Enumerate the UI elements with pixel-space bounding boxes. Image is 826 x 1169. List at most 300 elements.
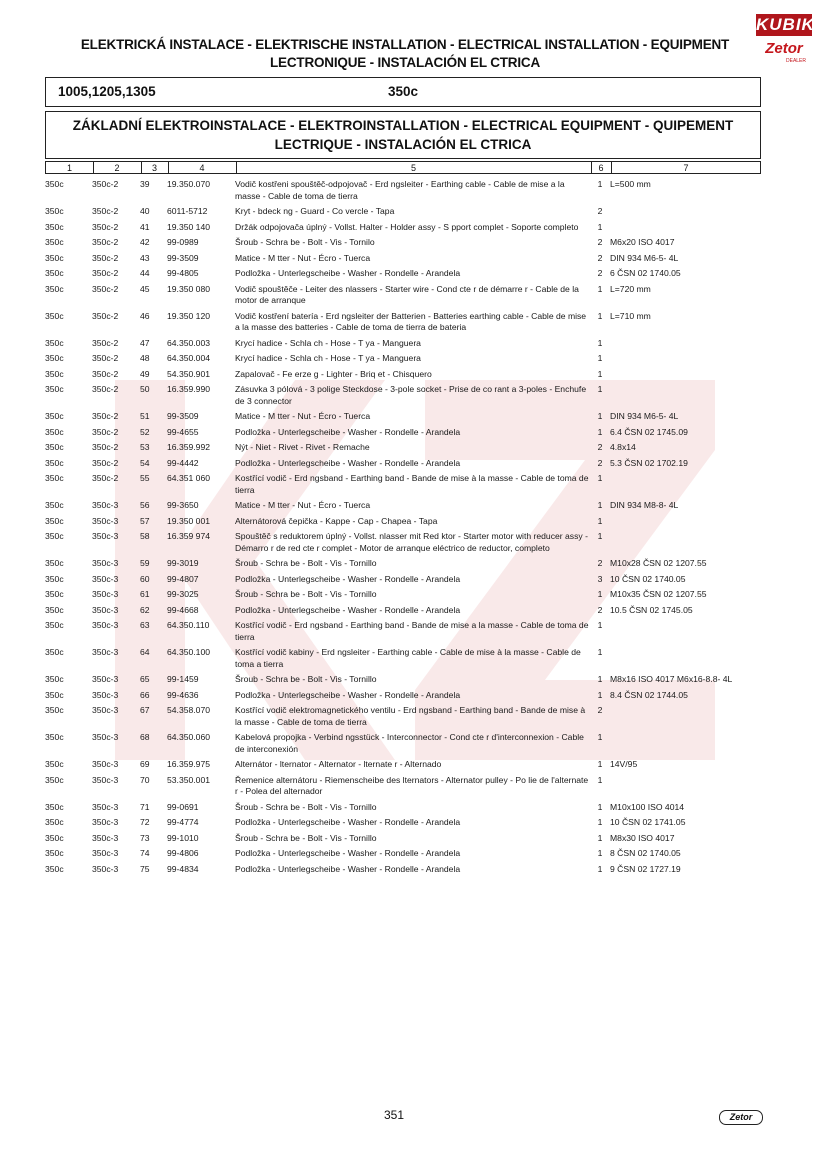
col-part-number: 99-3509 <box>167 252 199 263</box>
col-quantity: 1 <box>597 647 603 657</box>
title-line-2: LECTRONIQUE - INSTALACIÓN EL CTRICA <box>270 55 540 70</box>
col-position: 53 <box>140 442 150 452</box>
col-position: 73 <box>140 832 150 843</box>
col-description: Podložka - Unterlegscheibe - Washer - Rondelle - Arandela <box>235 863 461 874</box>
table-row <box>45 604 761 620</box>
col-group: 350c-3 <box>92 647 119 657</box>
col-quantity: 2 <box>597 457 603 468</box>
col-description: Kostřící vodič - Erd ngsband - Earthing band - Bande de mise à la masse - Cable de toma de tierra <box>235 473 589 495</box>
col-group: 350c-2 <box>92 237 119 247</box>
col-part-number: 99-0989 <box>167 237 199 247</box>
col-description: Šroub - Schra be - Bolt - Vis - Tornillo <box>235 589 377 599</box>
parts-table <box>45 178 761 878</box>
col-quantity: 2 <box>597 206 603 216</box>
col-description: Spouštěč s reduktorem úplný - Vollst. nlasser mit Red ktor - Starter motor with reducer assy - Démarro r de red cte r complet - Motor de arranque eléctrico de reductor, completo <box>235 531 588 553</box>
col-model: 350c <box>45 283 64 294</box>
col-model: 350c <box>45 221 64 232</box>
col-position: 39 <box>140 179 150 189</box>
col-description: Vodič kostření batería - Erd ngsleiter der Batterien - Batteries earthing cable - Cable de mise a la masse des batteries - Cable de toma de tierra de bateria <box>235 310 587 332</box>
col-model: 350c <box>45 558 64 568</box>
col-part-number: 19.350 080 <box>167 283 211 294</box>
col-note <box>610 472 761 499</box>
col-quantity: 2 <box>597 558 603 568</box>
table-row <box>45 515 761 531</box>
col-quantity: 1 <box>597 774 603 785</box>
col-part-number: 99-4807 <box>167 573 199 584</box>
col-position: 42 <box>140 237 150 247</box>
table-row <box>45 410 761 426</box>
col-description: Řemenice alternátoru - Riemenscheibe des lternators - Alternator pulley - Po lie de l'alternate r - Polea del alternador <box>235 774 589 796</box>
col-model: 350c <box>45 473 64 483</box>
col-description: Alternátor - lternator - Alternator - lternate r - Alternado <box>235 759 442 769</box>
table-row <box>45 441 761 457</box>
col-position: 62 <box>140 604 150 615</box>
col-quantity: 1 <box>597 283 603 294</box>
col-part-number: 99-3025 <box>167 589 199 599</box>
col-part-number: 16.359 974 <box>167 531 211 541</box>
table-row <box>45 178 761 205</box>
col-part-number: 16.359.992 <box>167 442 211 452</box>
col-group: 350c-2 <box>92 221 119 232</box>
col-note <box>610 205 761 221</box>
col-part-number: 99-4636 <box>167 689 199 700</box>
col-position: 50 <box>140 384 150 394</box>
col-part-number: 99-4774 <box>167 817 199 827</box>
col-note: M8x30 ISO 4017 <box>610 832 675 843</box>
col-quantity: 2 <box>597 237 603 247</box>
col-position: 56 <box>140 500 150 510</box>
col-model: 350c <box>45 411 64 421</box>
col-position: 49 <box>140 368 150 379</box>
col-group: 350c-2 <box>92 411 119 421</box>
col-position: 43 <box>140 252 150 263</box>
column-header-1: 1 <box>66 163 72 173</box>
col-group: 350c-2 <box>92 473 119 483</box>
col-description: Vodič spouštěče - Leiter des nlassers - Starter wire - Cond cte r de démarre r - Cable de la motor de arranque <box>235 283 579 305</box>
col-model: 350c <box>45 500 64 510</box>
col-group: 350c-2 <box>92 268 119 278</box>
section-title-line-1: ZÁKLADNÍ ELEKTROINSTALACE - ELEKTROINSTALLATION - ELECTRICAL EQUIPMENT - QUIPEMENT <box>72 118 734 133</box>
col-group: 350c-3 <box>92 604 119 615</box>
col-note: DIN 934 M8-8- 4L <box>610 500 679 510</box>
col-quantity: 1 <box>597 620 603 630</box>
col-quantity: 3 <box>597 573 603 584</box>
col-note <box>610 337 761 353</box>
col-part-number: 64.350.100 <box>167 647 211 657</box>
col-group: 350c-2 <box>92 310 119 321</box>
column-header-3: 3 <box>151 163 157 173</box>
col-part-number: 99-4805 <box>167 268 199 278</box>
col-model: 350c <box>45 817 64 827</box>
col-note <box>610 221 761 237</box>
col-group: 350c-3 <box>92 531 119 541</box>
col-quantity: 1 <box>597 310 603 321</box>
col-group: 350c-2 <box>92 206 119 216</box>
col-part-number: 6011-5712 <box>167 206 208 216</box>
col-note: 6.4 ČSN 02 1745.09 <box>610 426 688 437</box>
col-note <box>610 352 761 368</box>
col-description: Šroub - Schra be - Bolt - Vis - Tornillo <box>235 801 377 812</box>
col-quantity: 1 <box>597 353 603 363</box>
title-line-1: ELEKTRICKÁ INSTALACE - ELEKTRISCHE INSTALLATION - ELECTRICAL INSTALLATION - EQUIPMENT <box>80 37 730 52</box>
col-description: Podložka - Unterlegscheibe - Washer - Rondelle - Arandela <box>235 604 461 615</box>
col-note: M8x16 ISO 4017 M6x16-8.8- 4L <box>610 674 733 684</box>
col-position: 59 <box>140 558 150 568</box>
col-model: 350c <box>45 732 64 742</box>
col-part-number: 99-1010 <box>167 832 199 843</box>
column-header-row <box>45 161 761 174</box>
col-group: 350c-3 <box>92 832 119 843</box>
col-part-number: 54.358.070 <box>167 705 211 715</box>
col-group: 350c-3 <box>92 589 119 599</box>
col-part-number: 99-3650 <box>167 500 199 510</box>
col-quantity: 1 <box>597 384 603 394</box>
col-position: 57 <box>140 515 150 526</box>
kubik-zetor-logo <box>756 14 815 64</box>
table-row <box>45 731 761 758</box>
col-quantity: 1 <box>597 759 603 769</box>
col-model: 350c <box>45 832 64 843</box>
page-number: 351 <box>384 1108 405 1122</box>
col-quantity: 1 <box>597 473 603 483</box>
table-row <box>45 221 761 237</box>
section-title <box>45 111 761 159</box>
col-part-number: 64.350.110 <box>167 620 210 630</box>
col-position: 51 <box>140 411 150 421</box>
col-position: 68 <box>140 732 150 742</box>
col-quantity: 1 <box>597 863 603 874</box>
col-description: Kostřící vodič - Erd ngsband - Earthing band - Bande de mise a la masse - Cable de toma de tierra <box>235 620 589 642</box>
col-group: 350c-2 <box>92 337 119 348</box>
col-description: Alternátorová čepička - Kappe - Cap - Chapea - Tapa <box>235 515 438 526</box>
col-position: 67 <box>140 705 150 715</box>
col-note: 14V/95 <box>610 759 638 769</box>
col-position: 71 <box>140 801 150 812</box>
document-title <box>40 36 770 72</box>
table-row <box>45 472 761 499</box>
col-description: Šroub - Schra be - Bolt - Vis - Tornillo <box>235 558 377 568</box>
col-model: 350c <box>45 515 64 526</box>
col-group: 350c-3 <box>92 689 119 700</box>
model-list: 1005,1205,1305 <box>58 84 156 99</box>
col-part-number: 16.359.975 <box>167 759 211 769</box>
col-position: 54 <box>140 457 150 468</box>
col-group: 350c-2 <box>92 353 119 363</box>
col-model: 350c <box>45 589 64 599</box>
table-row <box>45 426 761 442</box>
col-quantity: 1 <box>597 179 603 189</box>
col-model: 350c <box>45 442 64 452</box>
col-model: 350c <box>45 268 64 278</box>
table-row <box>45 557 761 573</box>
col-note <box>610 530 761 557</box>
col-description: Šroub - Schra be - Bolt - Vis - Tornilo <box>235 237 375 247</box>
col-model: 350c <box>45 620 64 630</box>
col-part-number: 99-0691 <box>167 801 199 812</box>
col-description: Zapalovač - Fe erze g - Lighter - Briq et - Chisquero <box>235 368 432 379</box>
col-group: 350c-2 <box>92 179 119 189</box>
col-part-number: 64.350.003 <box>167 337 211 348</box>
col-description: Šroub - Schra be - Bolt - Vis - Tornillo <box>235 832 377 843</box>
col-note: 10.5 ČSN 02 1745.05 <box>610 604 693 615</box>
column-header-4: 4 <box>199 163 205 173</box>
col-note: M10x100 ISO 4014 <box>610 801 685 812</box>
col-quantity: 1 <box>597 689 603 700</box>
col-part-number: 54.350.901 <box>167 368 211 379</box>
col-quantity: 1 <box>597 832 603 843</box>
col-model: 350c <box>45 337 64 348</box>
col-group: 350c-3 <box>92 558 119 568</box>
col-part-number: 99-4668 <box>167 604 199 615</box>
table-row <box>45 499 761 515</box>
col-quantity: 1 <box>597 368 603 379</box>
col-position: 48 <box>140 353 150 363</box>
col-model: 350c <box>45 353 64 363</box>
col-note: L=500 mm <box>610 179 651 189</box>
col-model: 350c <box>45 801 64 812</box>
col-part-number: 99-3509 <box>167 411 199 421</box>
table-row <box>45 383 761 410</box>
col-description: Podložka - Unterlegscheibe - Washer - Rondelle - Arandela <box>235 426 461 437</box>
table-row <box>45 310 761 337</box>
table-row <box>45 673 761 689</box>
col-part-number: 64.350.060 <box>167 732 211 742</box>
logo-subtext: DEALER <box>786 58 807 64</box>
col-model: 350c <box>45 674 64 684</box>
col-model: 350c <box>45 384 64 394</box>
col-description: Vodič kostřeni spouštěč-odpojovač - Erd ngsleiter - Earthing cable - Cable de mise a la masse - Cable de toma de tierra <box>235 179 565 201</box>
col-description: Zásuvka 3 pólová - 3 polige Steckdose - 3-pole socket - Prise de co rant a 3-poles - Enchufe de 3 connector <box>235 384 587 406</box>
col-note <box>610 731 761 758</box>
col-model: 350c <box>45 759 64 769</box>
col-note: 5.3 ČSN 02 1702.19 <box>610 457 688 468</box>
col-note <box>610 368 761 384</box>
table-row <box>45 758 761 774</box>
col-note: 9 ČSN 02 1727.19 <box>610 863 681 874</box>
col-note: 10 ČSN 02 1741.05 <box>610 817 686 827</box>
table-row <box>45 530 761 557</box>
table-row <box>45 801 761 817</box>
col-model: 350c <box>45 457 64 468</box>
col-description: Držák odpojovača úplný - Vollst. Halter - Holder assy - S pport complet - Soporte completo <box>235 221 579 232</box>
col-description: Nýt - Niet - Rivet - Rivet - Remache <box>235 442 370 452</box>
col-group: 350c-3 <box>92 674 119 684</box>
col-model: 350c <box>45 647 64 657</box>
col-group: 350c-2 <box>92 384 119 394</box>
column-header-6: 6 <box>598 163 604 173</box>
col-position: 40 <box>140 206 150 216</box>
col-note <box>610 646 761 673</box>
col-position: 52 <box>140 426 150 437</box>
col-part-number: 99-4442 <box>167 457 199 468</box>
col-part-number: 99-4655 <box>167 426 199 437</box>
col-position: 75 <box>140 863 150 874</box>
col-quantity: 1 <box>597 732 603 742</box>
table-row <box>45 774 761 801</box>
col-model: 350c <box>45 604 64 615</box>
col-quantity: 2 <box>597 705 603 715</box>
col-group: 350c-3 <box>92 515 119 526</box>
col-group: 350c-3 <box>92 732 119 742</box>
col-group: 350c-3 <box>92 500 119 510</box>
col-group: 350c-3 <box>92 620 119 630</box>
col-description: Podložka - Unterlegscheibe - Washer - Rondelle - Arandela <box>235 573 461 584</box>
col-note: 8 ČSN 02 1740.05 <box>610 848 681 858</box>
col-part-number: 53.350.001 <box>167 774 211 785</box>
col-description: Kabelová propojka - Verbind ngsstück - Interconnector - Cond cte r d'interconnexion - Cable de interconexión <box>235 732 584 754</box>
col-description: Kostřící vodič elektromagnetického ventilu - Erd ngsband - Earthing band - Bande de mise à la masse - Cable de toma de tierra <box>235 705 586 727</box>
col-description: Podložka - Unterlegscheibe - Washer - Rondelle - Arandela <box>235 689 461 700</box>
col-description: Krycí hadice - Schla ch - Hose - T ya - Manguera <box>235 337 421 348</box>
table-row <box>45 704 761 731</box>
col-quantity: 1 <box>597 337 603 348</box>
col-note: DIN 934 M6-5- 4L <box>610 411 679 421</box>
col-note <box>610 704 761 731</box>
col-description: Kryt - bdeck ng - Guard - Co vercle - Tapa <box>235 206 395 216</box>
col-note: DIN 934 M6-5- 4L <box>610 252 679 263</box>
col-quantity: 1 <box>597 221 603 232</box>
col-note: M6x20 ISO 4017 <box>610 237 675 247</box>
col-note <box>610 774 761 801</box>
col-position: 69 <box>140 759 150 769</box>
col-model: 350c <box>45 252 64 263</box>
col-note <box>610 515 761 531</box>
col-model: 350c <box>45 573 64 584</box>
col-model: 350c <box>45 426 64 437</box>
table-row <box>45 689 761 705</box>
col-model: 350c <box>45 368 64 379</box>
col-model: 350c <box>45 237 64 247</box>
col-model: 350c <box>45 206 64 216</box>
col-description: Podložka - Unterlegscheibe - Washer - Rondelle - Arandela <box>235 848 461 858</box>
col-group: 350c-2 <box>92 442 119 452</box>
col-model: 350c <box>45 179 64 189</box>
col-position: 61 <box>140 589 150 599</box>
table-row <box>45 847 761 863</box>
col-model: 350c <box>45 689 64 700</box>
col-position: 46 <box>140 310 150 321</box>
col-description: Kostřící vodič kabiny - Erd ngsleiter - Earthing cable - Cable de mise à la masse - Cable de toma a tierra <box>235 647 581 669</box>
col-quantity: 1 <box>597 848 603 858</box>
col-description: Podložka - Unterlegscheibe - Washer - Rondelle - Arandela <box>235 817 461 827</box>
table-row <box>45 863 761 879</box>
col-position: 64 <box>140 647 150 657</box>
col-note: M10x35 ČSN 02 1207.55 <box>610 589 707 599</box>
col-description: Šroub - Schra be - Bolt - Vis - Tornillo <box>235 674 377 684</box>
col-part-number: 99-1459 <box>167 674 199 684</box>
col-position: 60 <box>140 573 150 584</box>
col-model: 350c <box>45 848 64 858</box>
col-group: 350c-3 <box>92 817 119 827</box>
col-part-number: 19.350 140 <box>167 221 211 232</box>
col-group: 350c-2 <box>92 426 119 437</box>
col-part-number: 19.350.070 <box>167 179 211 189</box>
zetor-footer-logo: Zetor <box>719 1110 763 1125</box>
table-row <box>45 832 761 848</box>
col-description: Matice - M tter - Nut - Écro - Tuerca <box>235 252 371 263</box>
col-group: 350c-3 <box>92 774 119 785</box>
section-title-line-2: LECTRIQUE - INSTALACIÓN EL CTRICA <box>274 137 532 152</box>
table-row <box>45 368 761 384</box>
col-quantity: 1 <box>597 817 603 827</box>
col-part-number: 16.359.990 <box>167 384 211 394</box>
col-position: 66 <box>140 689 150 700</box>
col-part-number: 99-4806 <box>167 848 199 858</box>
col-model: 350c <box>45 531 64 541</box>
col-group: 350c-2 <box>92 283 119 294</box>
table-row <box>45 283 761 310</box>
column-header-5: 5 <box>410 163 416 173</box>
col-quantity: 2 <box>597 442 603 452</box>
col-group: 350c-3 <box>92 863 119 874</box>
table-row <box>45 816 761 832</box>
kubik-logo-text: KUBIK <box>756 15 815 34</box>
col-quantity: 2 <box>597 252 603 263</box>
col-note <box>610 619 761 646</box>
col-note: 8.4 ČSN 02 1744.05 <box>610 689 688 700</box>
col-description: Podložka - Unterlegscheibe - Washer - Rondelle - Arandela <box>235 457 461 468</box>
col-group: 350c-3 <box>92 848 119 858</box>
table-row <box>45 646 761 673</box>
col-part-number: 19.350 001 <box>167 515 211 526</box>
col-position: 72 <box>140 817 150 827</box>
group-code: 350c <box>388 84 419 99</box>
column-header-2: 2 <box>114 163 120 173</box>
table-row <box>45 205 761 221</box>
col-quantity: 2 <box>597 268 603 278</box>
table-row <box>45 619 761 646</box>
table-row <box>45 267 761 283</box>
col-note <box>610 383 761 410</box>
col-quantity: 1 <box>597 674 603 684</box>
col-group: 350c-3 <box>92 705 119 715</box>
col-model: 350c <box>45 705 64 715</box>
col-position: 70 <box>140 774 150 785</box>
col-quantity: 1 <box>597 515 603 526</box>
col-position: 45 <box>140 283 150 294</box>
col-quantity: 1 <box>597 801 603 812</box>
col-group: 350c-3 <box>92 573 119 584</box>
table-row <box>45 252 761 268</box>
col-position: 41 <box>140 221 150 232</box>
col-part-number: 19.350 120 <box>167 310 211 321</box>
col-description: Podložka - Unterlegscheibe - Washer - Rondelle - Arandela <box>235 268 461 278</box>
col-description: Matice - M tter - Nut - Écro - Tuerca <box>235 500 371 510</box>
col-quantity: 1 <box>597 589 603 599</box>
table-row <box>45 337 761 353</box>
col-position: 63 <box>140 620 150 630</box>
col-group: 350c-3 <box>92 759 119 769</box>
zetor-logo-text: Zetor <box>765 40 803 57</box>
col-position: 44 <box>140 268 150 278</box>
col-position: 65 <box>140 674 150 684</box>
table-row <box>45 236 761 252</box>
model-header <box>45 77 761 107</box>
table-row <box>45 457 761 473</box>
table-row <box>45 352 761 368</box>
col-part-number: 99-4834 <box>167 863 199 874</box>
col-note: 4.8x14 <box>610 442 636 452</box>
col-model: 350c <box>45 863 64 874</box>
col-group: 350c-2 <box>92 252 119 263</box>
col-description: Matice - M tter - Nut - Écro - Tuerca <box>235 411 371 421</box>
col-part-number: 64.350.004 <box>167 353 211 363</box>
col-position: 55 <box>140 473 150 483</box>
col-note: L=720 mm <box>610 283 651 294</box>
table-row <box>45 573 761 589</box>
col-group: 350c-2 <box>92 457 119 468</box>
col-note: 6 ČSN 02 1740.05 <box>610 268 681 278</box>
